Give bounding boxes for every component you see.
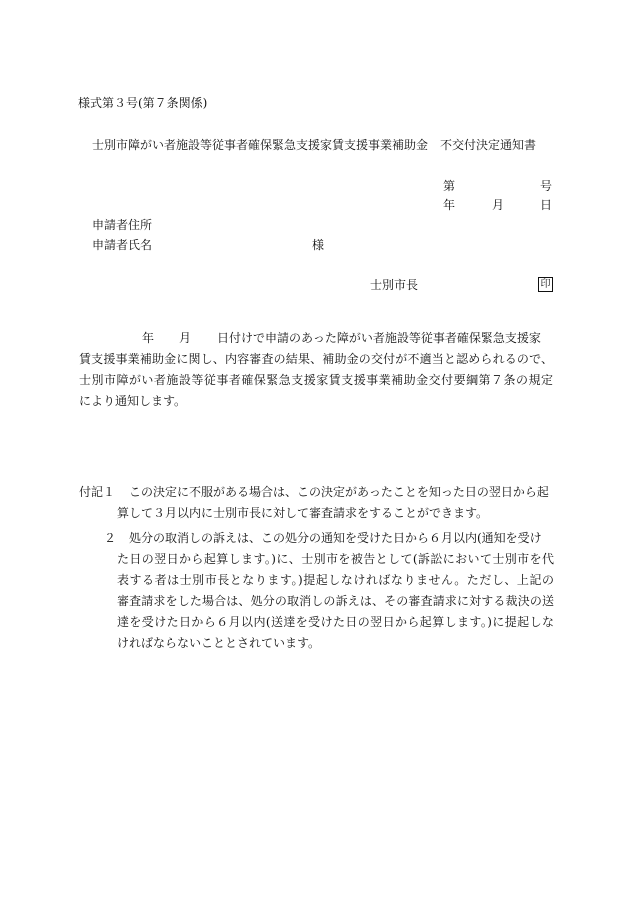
- body-line-4: により通知します。: [79, 394, 187, 408]
- note-2-line-4: 審査請求をした場合は、処分の取消しの訴えは、その審査請求に対する裁決の送: [117, 594, 554, 608]
- note-1-line-2: 算して３月以内に士別市長に対して審査請求をすることができます。: [117, 506, 489, 520]
- body-month-label: 月: [179, 331, 192, 345]
- body-year-label: 年: [142, 331, 155, 345]
- date-month-label: 月: [492, 198, 505, 212]
- note-1-label: 付記１: [79, 485, 116, 499]
- body-line-3: 士別市障がい者施設等従事者確保緊急支援家賃支援事業補助金交付要綱第７条の規定: [79, 373, 553, 387]
- applicant-address-label: 申請者住所: [92, 218, 153, 232]
- note-2-line-2: た日の翌日から起算します。)に、士別市を被告として(訴訟において士別市を代: [117, 552, 554, 566]
- note-2-line-3: 表する者は士別市長となります。)提起しなければなりません。ただし、上記の: [117, 573, 554, 587]
- seal-mark: 印: [538, 277, 553, 292]
- issuer-name: 士別市長: [370, 278, 419, 292]
- note-1-line-1: この決定に不服がある場合は、この決定があったことを知った日の翌日から起: [129, 485, 549, 499]
- body-line-1: [79, 332, 553, 353]
- honorific-sama: 様: [312, 238, 325, 252]
- applicant-name-label: 申請者氏名: [92, 238, 153, 252]
- note-2-line-1-text: 処分の取消しの訴えは、この処分の通知を受けた日から６月以内(通知を受け: [129, 531, 542, 545]
- note-2-line-5: 達を受けた日から６月以内(送達を受けた日の翌日から起算します。)に提起しな: [117, 615, 554, 629]
- document-number-unit: 号: [540, 179, 553, 193]
- document-number-label: 第: [443, 179, 456, 193]
- notice-body: [79, 332, 553, 416]
- date-day-label: 日: [540, 198, 553, 212]
- note-2: [104, 532, 554, 658]
- body-line-2: 賃支援事業補助金に関し、内容審査の結果、補助金の交付が不適当と認められるので、: [79, 352, 553, 366]
- date-year-label: 年: [443, 198, 456, 212]
- note-2-label: ２: [104, 531, 117, 545]
- document-title: 士別市障がい者施設等従事者確保緊急支援家賃支援事業補助金 不交付決定通知書: [92, 138, 537, 152]
- form-number: 様式第３号(第７条関係): [78, 96, 208, 110]
- body-line-1-text: 日付けで申請のあった障がい者施設等従事者確保緊急支援家: [217, 331, 541, 345]
- note-2-line-1: [104, 532, 554, 553]
- note-2-line-6: ければならないこととされています。: [117, 636, 321, 650]
